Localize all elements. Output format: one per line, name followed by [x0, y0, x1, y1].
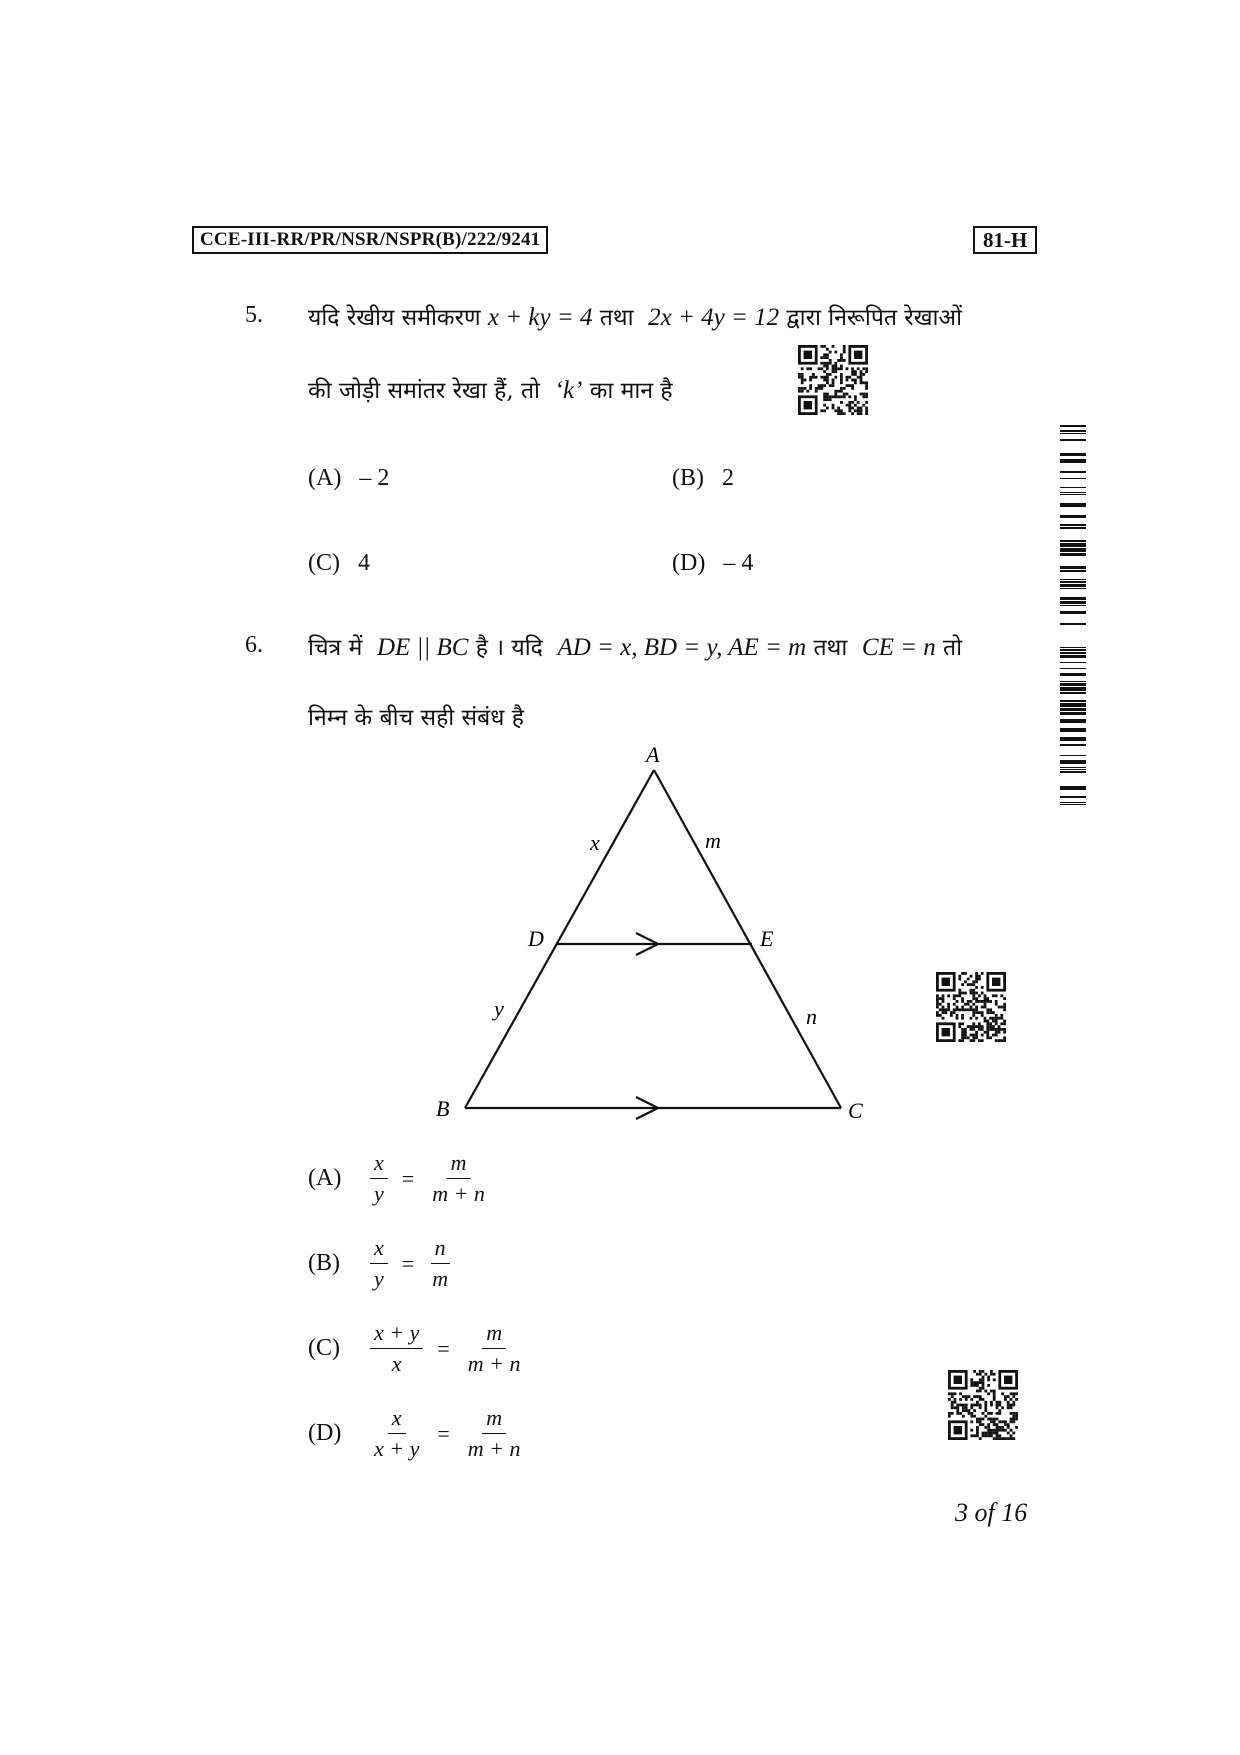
fraction-numerator: x + y: [370, 1320, 423, 1349]
equals-sign: =: [437, 1335, 450, 1361]
q5-option-b-label: (B): [672, 465, 704, 491]
q6-line1-a: चित्र में: [308, 635, 363, 661]
q5-option-b-value: 2: [722, 465, 734, 491]
q5-conj: तथा: [599, 305, 634, 331]
triangle-figure: [420, 740, 890, 1130]
side-ac: [654, 770, 841, 1108]
q5-option-c-value: 4: [358, 550, 370, 576]
fraction-denominator: x + y: [374, 1436, 420, 1461]
q6-option-a-label: (A): [308, 1165, 342, 1191]
paper-code: CCE-III-RR/PR/NSR/NSPR(B)/222/9241: [192, 226, 548, 254]
fraction-denominator: y: [374, 1181, 384, 1206]
q6-option-a-rhs: [428, 1150, 489, 1207]
fraction-numerator: x: [388, 1405, 406, 1434]
q6-line1-b: है । यदि: [475, 635, 543, 661]
q6-option-b-rhs: [428, 1235, 452, 1292]
q5-line2-prefix: की जोड़ी समांतर रेखा हैं, तो: [308, 378, 541, 404]
q6-option-b-label: (B): [308, 1250, 340, 1276]
fraction-denominator: y: [374, 1266, 384, 1291]
q5-var: ‘k’: [554, 377, 583, 404]
q6-option-c-label: (C): [308, 1335, 340, 1361]
label-y: y: [494, 996, 504, 1021]
q6-line1-c: तो: [943, 635, 963, 661]
q5-line1-prefix: यदि रेखीय समीकरण: [308, 305, 481, 331]
fraction-denominator: m: [432, 1266, 449, 1291]
q6-option-a[interactable]: [308, 1150, 489, 1207]
q5-option-d[interactable]: [672, 550, 753, 577]
q6-rel: DE || BC: [376, 634, 469, 661]
fraction-denominator: x: [391, 1351, 402, 1376]
q6-conj: तथा: [813, 635, 848, 661]
label-n: n: [806, 1004, 817, 1029]
label-e: E: [760, 926, 774, 951]
page-count: 3 of 16: [955, 1498, 1028, 1527]
q5-option-d-value: – 4: [723, 550, 754, 576]
q5-option-a[interactable]: [308, 465, 389, 492]
fraction-numerator: x: [370, 1235, 388, 1264]
label-b: B: [436, 1096, 450, 1121]
fraction-denominator: m + n: [467, 1436, 521, 1461]
fraction-denominator: m + n: [432, 1181, 485, 1206]
fraction-numerator: n: [431, 1235, 450, 1264]
equals-sign: =: [401, 1250, 415, 1276]
q6-option-b-lhs: [370, 1235, 388, 1292]
q5-number: 5.: [245, 302, 263, 328]
q6-option-d-rhs: [464, 1405, 525, 1462]
q6-line1: [308, 630, 962, 662]
q6-option-c-lhs: [370, 1320, 423, 1377]
q5-eq2: 2x + 4y = 12: [648, 304, 780, 331]
equals-sign: =: [401, 1165, 415, 1191]
q6-option-d-lhs: [370, 1405, 423, 1462]
q5-line1-suffix: द्वारा निरूपित रेखाओं: [786, 305, 962, 331]
q5-option-b[interactable]: [672, 465, 734, 492]
fraction-numerator: m: [482, 1320, 506, 1349]
q5-option-c[interactable]: [308, 550, 370, 577]
page-id-badge: 81-H: [973, 226, 1037, 254]
side-ab: [465, 770, 654, 1108]
label-a: A: [646, 742, 660, 767]
q6-option-d[interactable]: [308, 1405, 525, 1462]
q6-line2: निम्न के बीच सही संबंध है: [308, 705, 524, 731]
q6-number: 6.: [245, 632, 263, 658]
label-x: x: [590, 830, 600, 855]
qr-code-icon: [936, 972, 1008, 1042]
q5-option-a-label: (A): [308, 465, 342, 491]
label-d: D: [528, 926, 544, 951]
q6-option-b[interactable]: [308, 1235, 452, 1292]
q6-option-c-rhs: [464, 1320, 525, 1377]
barcode-icon: [1060, 425, 1086, 805]
label-c: C: [848, 1098, 863, 1123]
fraction-numerator: x: [370, 1150, 388, 1179]
q6-option-d-label: (D): [308, 1420, 342, 1446]
q5-line2: [308, 373, 673, 405]
q6-option-a-lhs: [370, 1150, 388, 1207]
q5-option-d-label: (D): [672, 550, 706, 576]
label-m: m: [705, 828, 721, 853]
q5-eq1: x + ky = 4: [487, 304, 593, 331]
fraction-numerator: m: [447, 1150, 471, 1179]
q5-line1: [308, 300, 962, 332]
q6-eqs: AD = x, BD = y, AE = m: [557, 634, 807, 661]
qr-code-icon: [948, 1370, 1020, 1440]
q6-eq-last: CE = n: [861, 634, 936, 661]
q5-option-a-value: – 2: [359, 465, 390, 491]
fraction-numerator: m: [482, 1405, 506, 1434]
equals-sign: =: [437, 1420, 450, 1446]
q6-option-c[interactable]: [308, 1320, 525, 1377]
q5-option-c-label: (C): [308, 550, 340, 576]
qr-code-icon: [798, 345, 870, 415]
fraction-denominator: m + n: [467, 1351, 521, 1376]
q5-line2-suffix: का मान है: [589, 378, 673, 404]
